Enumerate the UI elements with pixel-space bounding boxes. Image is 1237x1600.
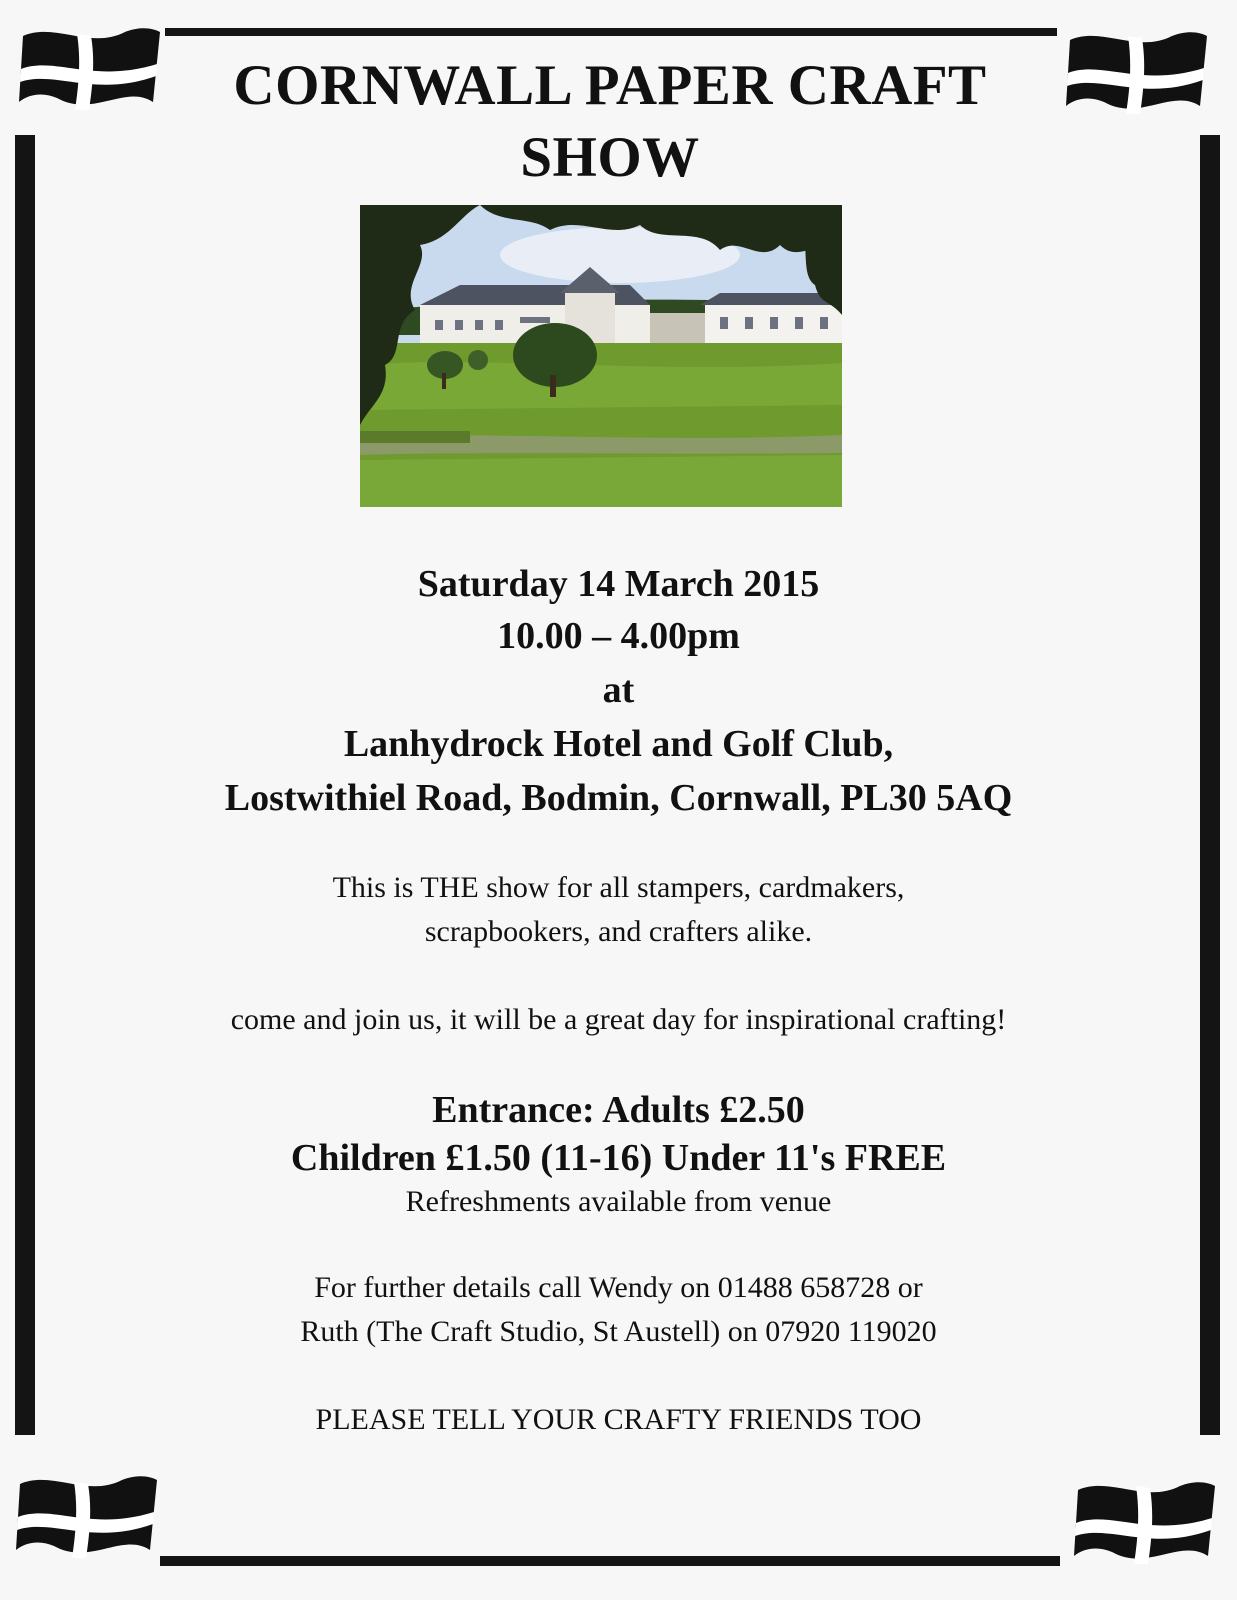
show-title-line2: SHOW (520, 126, 700, 189)
st-piran-flag-icon (15, 14, 165, 124)
show-title-line1: CORNWALL PAPER CRAFT (233, 54, 987, 117)
entrance-children: Children £1.50 (11-16) Under 11's FREE (290, 1137, 947, 1179)
event-address: Lostwithiel Road, Bodmin, Cornwall, PL30 5AQ (224, 777, 1013, 819)
event-at: at (602, 669, 635, 711)
contact-line2: Ruth (The Craft Studio, St Austell) on 07920 119020 (300, 1315, 937, 1348)
venue-photo (360, 205, 842, 507)
top-border (165, 28, 1057, 36)
refreshments-note: Refreshments available from venue (405, 1185, 832, 1218)
description-line1: This is THE show for all stampers, cardmakers, (332, 871, 905, 904)
right-border (1200, 135, 1220, 1435)
description-line3: come and join us, it will be a great day for inspirational crafting! (230, 1003, 1007, 1036)
event-date: Saturday 14 March 2015 (417, 563, 820, 605)
contact-line1: For further details call Wendy on 01488 658728 or (314, 1271, 923, 1304)
footer-message: PLEASE TELL YOUR CRAFTY FRIENDS TOO (315, 1403, 922, 1436)
st-piran-flag-icon (1070, 1468, 1220, 1578)
event-time: 10.00 – 4.00pm (497, 615, 740, 657)
st-piran-flag-icon (12, 1462, 162, 1572)
st-piran-flag-icon (1062, 18, 1212, 128)
entrance-adults: Entrance: Adults £2.50 (432, 1089, 805, 1131)
bottom-border (160, 1556, 1060, 1566)
event-venue: Lanhydrock Hotel and Golf Club, (343, 723, 894, 765)
description-line2: scrapbookers, and crafters alike. (424, 915, 813, 948)
left-border (15, 135, 35, 1435)
